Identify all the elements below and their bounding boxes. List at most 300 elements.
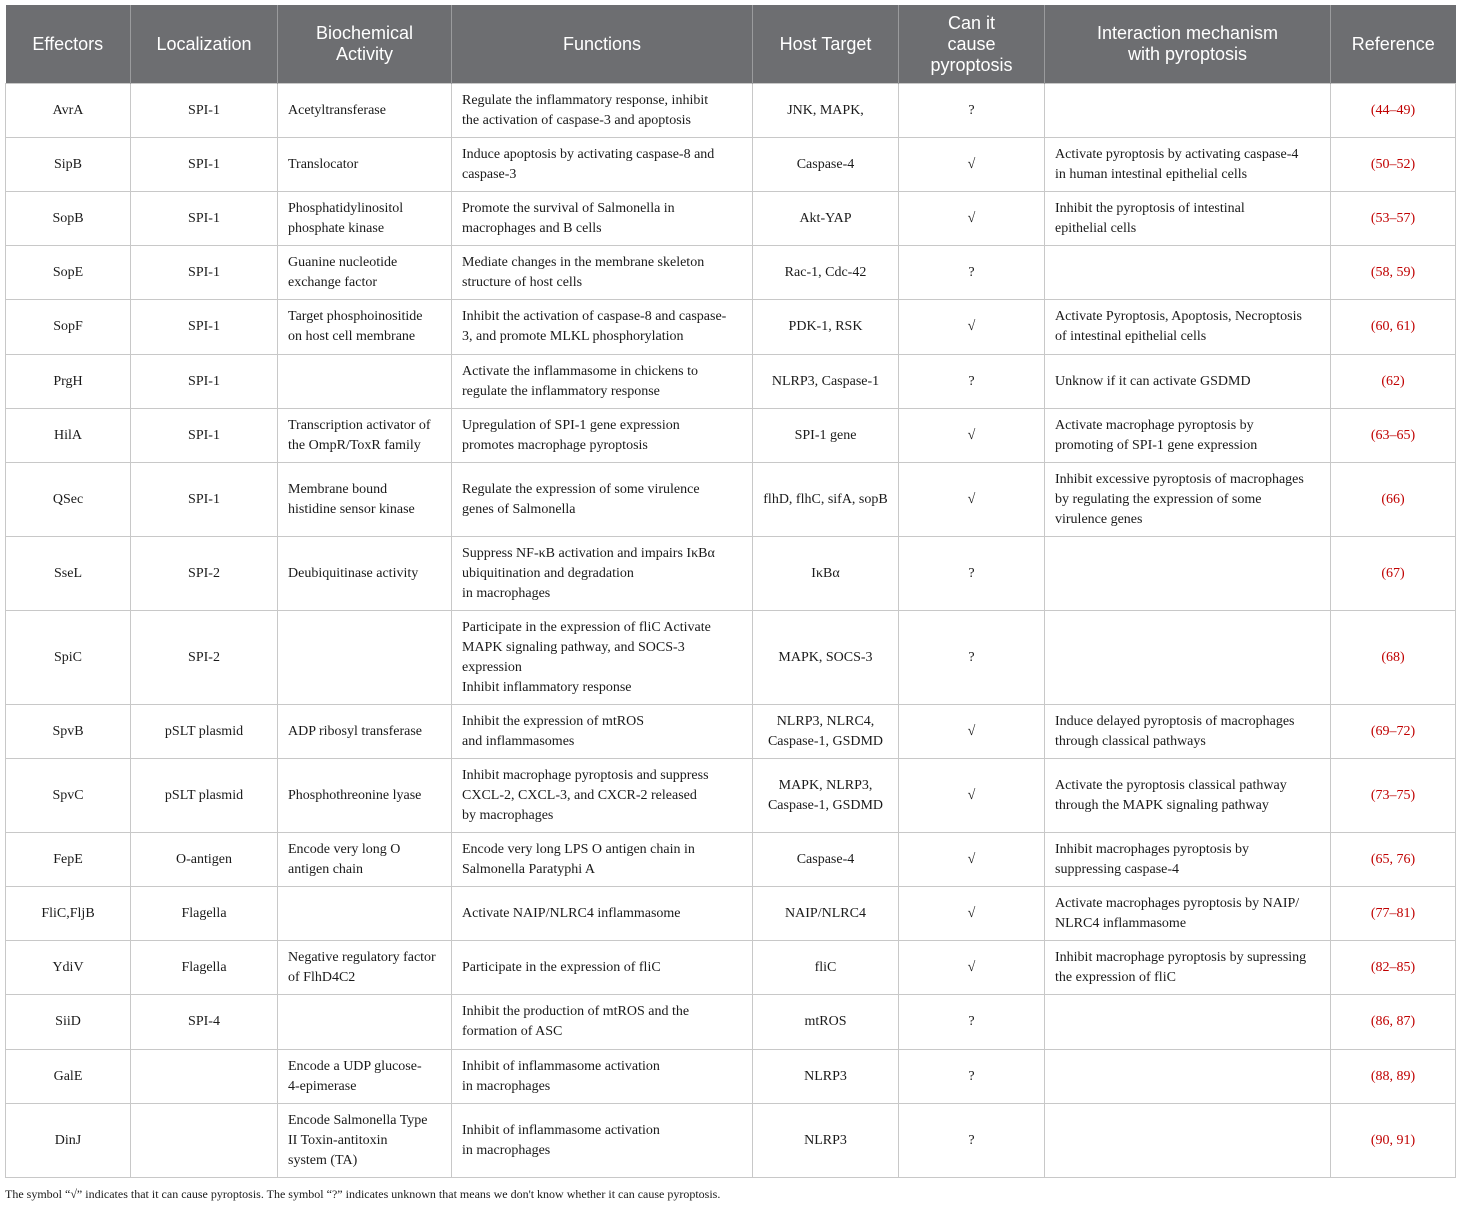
pyroptosis-cell	[899, 192, 1045, 246]
functions-cell-text: Regulate the expression of some virulence genes of Salmonella	[462, 481, 700, 517]
header-interaction-mechanism: Interaction mechanism with pyroptosis	[1045, 5, 1331, 84]
effector-cell-text: GalE	[53, 1068, 83, 1084]
activity-cell-text: Translocator	[288, 156, 359, 172]
functions-cell-text: Induce apoptosis by activating caspase-8 and caspase-3	[462, 146, 715, 182]
table-container	[5, 5, 1455, 1178]
pyroptosis-cell	[899, 537, 1045, 611]
mechanism-cell	[1045, 887, 1331, 941]
pyroptosis-cell	[899, 84, 1045, 138]
host-target-cell	[753, 84, 899, 138]
table-row	[6, 192, 1456, 246]
localization-cell-text: pSLT plasmid	[164, 787, 244, 803]
table-row	[6, 138, 1456, 192]
functions-cell-text: Inhibit the expression of mtROS and inflammasomes	[462, 713, 644, 749]
activity-cell	[278, 84, 452, 138]
table-row	[6, 941, 1456, 995]
effector-cell	[6, 355, 131, 409]
mechanism-cell	[1045, 759, 1331, 833]
pyroptosis-cell-text: ?	[968, 373, 975, 389]
effector-cell-text: SopB	[52, 210, 84, 226]
effector-cell	[6, 84, 131, 138]
header-row	[6, 5, 1456, 84]
mechanism-cell	[1045, 409, 1331, 463]
localization-cell	[131, 463, 278, 537]
effector-cell	[6, 995, 131, 1050]
effector-cell-text: SseL	[54, 565, 82, 581]
effector-cell-text: SpvB	[52, 723, 84, 739]
functions-cell	[452, 611, 753, 705]
mechanism-cell	[1045, 355, 1331, 409]
functions-cell	[452, 246, 753, 300]
host-target-cell	[753, 1050, 899, 1104]
host-target-cell-text: MAPK, SOCS-3	[778, 649, 873, 665]
mechanism-cell-text: Induce delayed pyroptosis of macrophages through classical pathways	[1055, 713, 1295, 749]
functions-cell-text: Inhibit of inflammasome activation in macrophages	[462, 1058, 660, 1094]
functions-cell	[452, 759, 753, 833]
pyroptosis-cell-text: √	[967, 851, 976, 867]
pyroptosis-cell	[899, 887, 1045, 941]
reference-cell-text: (60, 61)	[1370, 319, 1416, 334]
host-target-cell	[753, 246, 899, 300]
effector-cell-text: SopE	[52, 264, 84, 280]
host-target-cell-text: NLRP3	[804, 1068, 847, 1084]
localization-cell	[131, 995, 278, 1050]
reference-cell	[1331, 833, 1456, 887]
effector-cell-text: SpvC	[52, 787, 84, 803]
effector-cell	[6, 409, 131, 463]
host-target-cell	[753, 941, 899, 995]
functions-cell-text: Promote the survival of Salmonella in macrophages and B cells	[462, 200, 675, 236]
host-target-cell-text: Caspase-4	[796, 851, 855, 867]
reference-cell-text: (62)	[1381, 373, 1405, 389]
table-row	[6, 833, 1456, 887]
mechanism-cell	[1045, 705, 1331, 759]
effector-cell-text: FliC,FljB	[41, 905, 95, 921]
activity-cell-text: Encode a UDP glucose- 4-epimerase	[288, 1058, 422, 1094]
host-target-cell-text: fliC	[814, 959, 837, 975]
mechanism-cell-text: Inhibit macrophages pyroptosis by suppressing caspase-4	[1055, 841, 1250, 877]
effector-cell	[6, 138, 131, 192]
table-row	[6, 705, 1456, 759]
functions-cell	[452, 941, 753, 995]
pyroptosis-cell-text: ?	[968, 102, 975, 118]
host-target-cell	[753, 537, 899, 611]
localization-cell-text: SPI-1	[188, 491, 220, 507]
functions-cell	[452, 84, 753, 138]
effector-cell-text: SpiC	[53, 649, 82, 665]
mechanism-cell	[1045, 246, 1331, 300]
localization-cell	[131, 246, 278, 300]
activity-cell-text: ADP ribosyl transferase	[288, 723, 423, 739]
reference-cell	[1331, 537, 1456, 611]
table-row	[6, 537, 1456, 611]
host-target-cell	[753, 463, 899, 537]
effector-cell	[6, 887, 131, 941]
table-row	[6, 84, 1456, 138]
host-target-cell	[753, 705, 899, 759]
localization-cell	[131, 833, 278, 887]
table-row	[6, 611, 1456, 705]
functions-cell	[452, 705, 753, 759]
mechanism-cell-text: Inhibit the pyroptosis of intestinal epithelial cells	[1055, 200, 1245, 236]
functions-cell	[452, 833, 753, 887]
localization-cell	[131, 192, 278, 246]
reference-cell	[1331, 611, 1456, 705]
activity-cell	[278, 409, 452, 463]
localization-cell	[131, 84, 278, 138]
host-target-cell	[753, 1104, 899, 1178]
mechanism-cell	[1045, 138, 1331, 192]
reference-cell-text: (63–65)	[1370, 427, 1416, 443]
host-target-cell	[753, 355, 899, 409]
host-target-cell	[753, 300, 899, 355]
reference-cell	[1331, 463, 1456, 537]
localization-cell	[131, 759, 278, 833]
header-functions: Functions	[452, 5, 753, 84]
reference-cell	[1331, 759, 1456, 833]
mechanism-cell	[1045, 833, 1331, 887]
host-target-cell-text: SPI-1 gene	[794, 427, 857, 443]
activity-cell-text: Guanine nucleotide exchange factor	[288, 254, 398, 290]
reference-cell-text: (88, 89)	[1370, 1068, 1416, 1084]
pyroptosis-cell-text: √	[967, 319, 976, 334]
activity-cell-text: Encode Salmonella Type II Toxin-antitoxin system (TA)	[288, 1112, 428, 1168]
localization-cell-text: SPI-4	[188, 1014, 220, 1029]
header-effectors: Effectors	[6, 5, 131, 84]
functions-cell-text: Upregulation of SPI-1 gene expression promotes macrophage pyroptosis	[462, 417, 680, 453]
pyroptosis-cell	[899, 1050, 1045, 1104]
table-row	[6, 246, 1456, 300]
host-target-cell	[753, 833, 899, 887]
header-reference: Reference	[1331, 5, 1456, 84]
effector-cell-text: FepE	[53, 851, 83, 867]
functions-cell-text: Inhibit macrophage pyroptosis and suppress CXCL-2, CXCL-3, and CXCR-2 released by macrophages	[462, 767, 709, 823]
activity-cell	[278, 192, 452, 246]
pyroptosis-cell-text: √	[967, 959, 976, 975]
reference-cell-text: (66)	[1381, 491, 1405, 507]
localization-cell-text: SPI-1	[188, 427, 220, 443]
footnote: The symbol “√” indicates that it can cause pyroptosis. The symbol “?” indicates unknown that means we don't know whether it can cause pyroptosis.	[5, 1187, 721, 1201]
reference-cell	[1331, 409, 1456, 463]
mechanism-cell	[1045, 537, 1331, 611]
functions-cell	[452, 192, 753, 246]
functions-cell	[452, 1104, 753, 1178]
host-target-cell	[753, 995, 899, 1050]
mechanism-cell	[1045, 611, 1331, 705]
pyroptosis-cell-text: ?	[968, 565, 975, 581]
reference-cell-text: (68)	[1381, 649, 1405, 665]
reference-cell-text: (73–75)	[1370, 787, 1416, 803]
activity-cell	[278, 833, 452, 887]
effector-cell-text: YdiV	[52, 959, 84, 975]
localization-cell	[131, 409, 278, 463]
functions-cell-text: Regulate the inflammatory response, inhibit the activation of caspase-3 and apoptosis	[462, 92, 709, 128]
mechanism-cell	[1045, 84, 1331, 138]
activity-cell	[278, 941, 452, 995]
host-target-cell-text: IκBα	[811, 565, 840, 581]
host-target-cell-text: MAPK, NLRP3, Caspase-1, GSDMD	[767, 777, 884, 813]
host-target-cell-text: Caspase-4	[796, 156, 855, 172]
effector-cell-text: QSec	[52, 491, 84, 507]
pyroptosis-cell-text: √	[967, 427, 976, 443]
pyroptosis-cell-text: ?	[968, 1014, 975, 1029]
activity-cell-text: Transcription activator of the OmpR/ToxR family	[288, 417, 431, 453]
mechanism-cell-text: Inhibit macrophage pyroptosis by supressing the expression of fliC	[1055, 949, 1307, 985]
reference-cell	[1331, 995, 1456, 1050]
localization-cell-text: Flagella	[181, 959, 227, 975]
reference-cell-text: (82–85)	[1370, 959, 1416, 975]
effector-cell	[6, 192, 131, 246]
functions-cell-text: Participate in the expression of fliC	[462, 959, 661, 975]
reference-cell	[1331, 355, 1456, 409]
effector-cell-text: SopF	[53, 319, 83, 334]
localization-cell-text: SPI-1	[188, 156, 220, 172]
reference-cell	[1331, 705, 1456, 759]
localization-cell	[131, 300, 278, 355]
activity-cell	[278, 246, 452, 300]
reference-cell-text: (65, 76)	[1370, 851, 1416, 867]
reference-cell	[1331, 1050, 1456, 1104]
mechanism-cell	[1045, 941, 1331, 995]
pyroptosis-cell-text: √	[967, 156, 976, 172]
reference-cell-text: (44–49)	[1370, 102, 1416, 118]
functions-cell-text: Activate NAIP/NLRC4 inflammasome	[462, 905, 681, 921]
pyroptosis-cell-text: ?	[968, 649, 975, 665]
mechanism-cell	[1045, 300, 1331, 355]
functions-cell	[452, 300, 753, 355]
functions-cell-text: Suppress NF-κB activation and impairs IκBα ubiquitination and degradation in macrophages	[462, 545, 715, 601]
reference-cell-text: (67)	[1381, 565, 1405, 581]
reference-cell	[1331, 84, 1456, 138]
functions-cell	[452, 409, 753, 463]
host-target-cell	[753, 409, 899, 463]
host-target-cell	[753, 611, 899, 705]
activity-cell-text: Acetyltransferase	[288, 102, 386, 118]
reference-cell	[1331, 941, 1456, 995]
activity-cell-text: Deubiquitinase activity	[288, 565, 419, 581]
effector-cell-text: SiiD	[55, 1014, 81, 1029]
activity-cell	[278, 705, 452, 759]
pyroptosis-cell	[899, 759, 1045, 833]
localization-cell-text: SPI-1	[188, 102, 220, 118]
activity-cell-text: Phosphatidylinositol phosphate kinase	[288, 200, 404, 236]
table-row	[6, 1050, 1456, 1104]
pyroptosis-cell	[899, 355, 1045, 409]
functions-cell-text: Inhibit of inflammasome activation in macrophages	[462, 1122, 660, 1158]
effector-cell-text: SipB	[53, 156, 82, 172]
mechanism-cell-text: Inhibit excessive pyroptosis of macrophages by regulating the expression of some virulence genes	[1055, 471, 1304, 527]
activity-cell	[278, 537, 452, 611]
localization-cell-text: SPI-1	[188, 319, 220, 334]
table-row	[6, 995, 1456, 1050]
functions-cell	[452, 995, 753, 1050]
pyroptosis-cell	[899, 941, 1045, 995]
activity-cell	[278, 138, 452, 192]
localization-cell-text: O-antigen	[176, 851, 232, 867]
mechanism-cell	[1045, 1050, 1331, 1104]
localization-cell	[131, 1104, 278, 1178]
pyroptosis-cell-text: √	[967, 491, 976, 507]
reference-cell	[1331, 246, 1456, 300]
localization-cell	[131, 887, 278, 941]
host-target-cell	[753, 192, 899, 246]
mechanism-cell	[1045, 1104, 1331, 1178]
localization-cell-text: SPI-1	[188, 373, 220, 389]
effector-cell	[6, 759, 131, 833]
activity-cell-text: Negative regulatory factor of FlhD4C2	[288, 949, 436, 985]
activity-cell	[278, 1050, 452, 1104]
functions-cell	[452, 537, 753, 611]
pyroptosis-cell-text: √	[967, 210, 976, 226]
localization-cell	[131, 1050, 278, 1104]
effector-cell-text: DinJ	[54, 1132, 82, 1148]
localization-cell-text: SPI-2	[188, 565, 220, 581]
localization-cell	[131, 611, 278, 705]
effector-cell	[6, 705, 131, 759]
pyroptosis-cell	[899, 995, 1045, 1050]
pyroptosis-cell-text: ?	[968, 1068, 975, 1084]
activity-cell	[278, 355, 452, 409]
table-row	[6, 887, 1456, 941]
host-target-cell-text: PDK-1, RSK	[788, 319, 863, 334]
activity-cell-text: Phosphothreonine lyase	[288, 787, 422, 803]
reference-cell-text: (50–52)	[1370, 156, 1416, 172]
pyroptosis-cell	[899, 300, 1045, 355]
reference-cell	[1331, 138, 1456, 192]
host-target-cell-text: Rac-1, Cdc-42	[784, 264, 867, 280]
functions-cell	[452, 463, 753, 537]
localization-cell-text: pSLT plasmid	[164, 723, 244, 739]
table-row	[6, 355, 1456, 409]
reference-cell	[1331, 192, 1456, 246]
effector-cell-text: PrgH	[53, 373, 83, 389]
pyroptosis-cell	[899, 463, 1045, 537]
effector-cell	[6, 941, 131, 995]
reference-cell-text: (90, 91)	[1370, 1132, 1416, 1148]
effector-cell	[6, 246, 131, 300]
host-target-cell-text: mtROS	[804, 1014, 847, 1029]
pyroptosis-cell	[899, 246, 1045, 300]
pyroptosis-cell-text: √	[967, 723, 976, 739]
localization-cell	[131, 537, 278, 611]
effectors-table	[5, 5, 1456, 1178]
mechanism-cell-text: Activate the pyroptosis classical pathway through the MAPK signaling pathway	[1055, 777, 1287, 813]
localization-cell	[131, 941, 278, 995]
host-target-cell-text: NLRP3, Caspase-1	[771, 373, 880, 389]
host-target-cell	[753, 138, 899, 192]
activity-cell	[278, 887, 452, 941]
effector-cell	[6, 611, 131, 705]
table-row	[6, 409, 1456, 463]
functions-cell-text: Encode very long LPS O antigen chain in Salmonella Paratyphi A	[462, 841, 695, 877]
mechanism-cell	[1045, 463, 1331, 537]
effector-cell	[6, 833, 131, 887]
table-row	[6, 300, 1456, 355]
functions-cell-text: Participate in the expression of fliC Activate MAPK signaling pathway, and SOCS-3 expression Inhibit inflammatory response	[462, 619, 711, 695]
activity-cell	[278, 463, 452, 537]
functions-cell-text: Activate the inflammasome in chickens to regulate the inflammatory response	[462, 363, 698, 399]
host-target-cell-text: JNK, MAPK,	[787, 102, 864, 118]
pyroptosis-cell	[899, 138, 1045, 192]
pyroptosis-cell	[899, 1104, 1045, 1178]
table-row	[6, 463, 1456, 537]
host-target-cell-text: NAIP/NLRC4	[785, 905, 866, 921]
reference-cell-text: (69–72)	[1370, 723, 1416, 739]
localization-cell-text: Flagella	[181, 905, 227, 921]
host-target-cell-text: NLRP3	[804, 1132, 847, 1148]
reference-cell	[1331, 887, 1456, 941]
activity-cell	[278, 759, 452, 833]
effector-cell	[6, 463, 131, 537]
header-localization: Localization	[131, 5, 278, 84]
functions-cell	[452, 887, 753, 941]
activity-cell-text: Target phosphoinositide on host cell membrane	[288, 309, 423, 344]
effector-cell	[6, 1104, 131, 1178]
header-host-target: Host Target	[753, 5, 899, 84]
activity-cell	[278, 995, 452, 1050]
reference-cell	[1331, 1104, 1456, 1178]
pyroptosis-cell	[899, 409, 1045, 463]
mechanism-cell	[1045, 192, 1331, 246]
functions-cell-text: Mediate changes in the membrane skeleton structure of host cells	[462, 254, 705, 290]
mechanism-cell-text: Unknow if it can activate GSDMD	[1055, 373, 1251, 389]
pyroptosis-cell	[899, 833, 1045, 887]
reference-cell-text: (53–57)	[1370, 210, 1416, 226]
localization-cell	[131, 355, 278, 409]
functions-cell	[452, 1050, 753, 1104]
host-target-cell	[753, 887, 899, 941]
reference-cell	[1331, 300, 1456, 355]
header-can-cause-pyroptosis: Can it cause pyroptosis	[899, 5, 1045, 84]
mechanism-cell-text: Activate Pyroptosis, Apoptosis, Necroptosis of intestinal epithelial cells	[1055, 309, 1302, 344]
localization-cell	[131, 138, 278, 192]
functions-cell	[452, 355, 753, 409]
reference-cell-text: (86, 87)	[1370, 1014, 1416, 1029]
localization-cell-text: SPI-1	[188, 264, 220, 280]
activity-cell	[278, 300, 452, 355]
localization-cell-text: SPI-2	[188, 649, 220, 665]
activity-cell	[278, 1104, 452, 1178]
host-target-cell-text: Akt-YAP	[799, 210, 852, 226]
table-body	[6, 84, 1456, 1178]
effector-cell	[6, 1050, 131, 1104]
mechanism-cell	[1045, 995, 1331, 1050]
effector-cell-text: AvrA	[52, 102, 84, 118]
table-row	[6, 759, 1456, 833]
functions-cell-text: Inhibit the activation of caspase-8 and caspase- 3, and promote MLKL phosphorylation	[462, 309, 727, 344]
functions-cell-text: Inhibit the production of mtROS and the formation of ASC	[462, 1004, 690, 1039]
localization-cell-text: SPI-1	[188, 210, 220, 226]
pyroptosis-cell	[899, 705, 1045, 759]
header-biochemical-activity: Biochemical Activity	[278, 5, 452, 84]
effector-cell	[6, 300, 131, 355]
effector-cell-text: HilA	[54, 427, 82, 443]
reference-cell-text: (58, 59)	[1370, 264, 1416, 280]
mechanism-cell-text: Activate macrophages pyroptosis by NAIP/ NLRC4 inflammasome	[1055, 895, 1300, 931]
host-target-cell-text: flhD, flhC, sifA, sopB	[763, 491, 888, 507]
effector-cell	[6, 537, 131, 611]
pyroptosis-cell	[899, 611, 1045, 705]
pyroptosis-cell-text: √	[967, 787, 976, 803]
mechanism-cell-text: Activate pyroptosis by activating caspase-4 in human intestinal epithelial cells	[1055, 146, 1299, 182]
activity-cell-text: Encode very long O antigen chain	[288, 841, 401, 877]
table-row	[6, 1104, 1456, 1178]
functions-cell	[452, 138, 753, 192]
localization-cell	[131, 705, 278, 759]
mechanism-cell-text: Activate macrophage pyroptosis by promoting of SPI-1 gene expression	[1055, 417, 1258, 453]
pyroptosis-cell-text: ?	[968, 1132, 975, 1148]
pyroptosis-cell-text: √	[967, 905, 976, 921]
